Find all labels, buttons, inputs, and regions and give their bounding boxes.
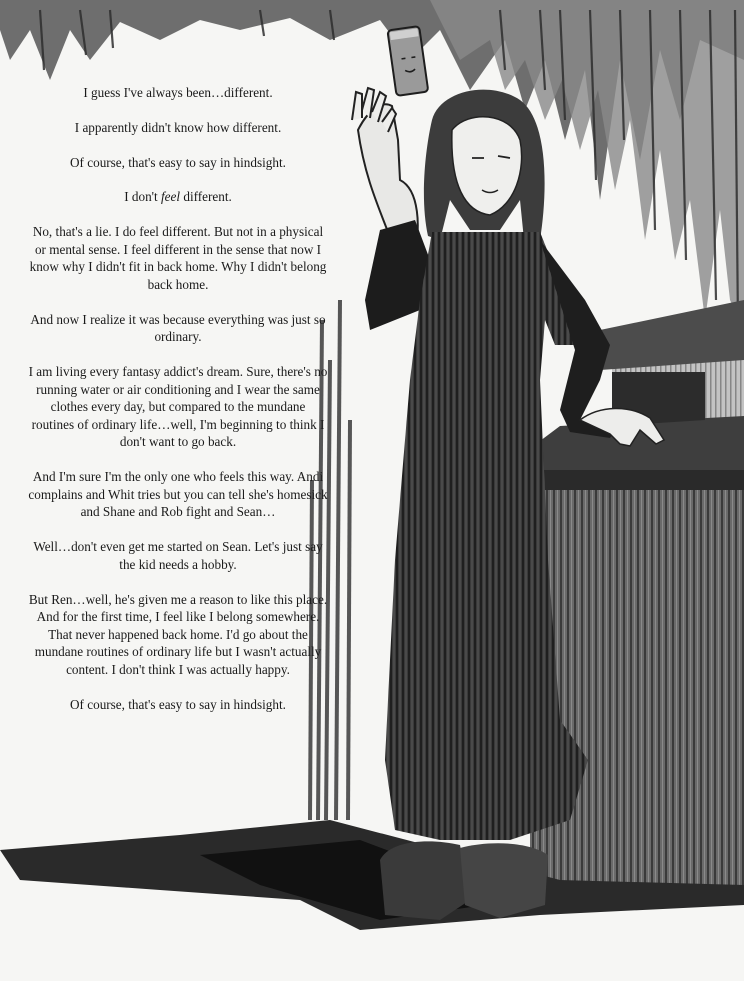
- passage-paragraph-10: But Ren…well, he's given me a reason to like this place. And for the first time, I feel like I belong somewhere. That never happened back home. I'd go about the mundane routines of ordinary life but I wasn't actually content. I don't think I was actually happy.: [28, 591, 328, 677]
- passage-paragraph-9: Well…don't even get me started on Sean. Let's just say the kid needs a hobby.: [33, 539, 323, 572]
- passage-paragraph-8: And I'm sure I'm the only one who feels this way. Andi complains and Whit tries but you can tell she's homesick and Shane and Rob fight and Sean…: [28, 469, 328, 520]
- emphasis-feel: feel: [161, 189, 181, 205]
- passage-paragraph-7: I am living every fantasy addict's dream. Sure, there's no running water or air conditioning and I wear the same clothes every day, but compared to the mundane routines of ordinary life…well, I'm beginning to think I don't want to go back.: [28, 364, 328, 450]
- passage-paragraph-5: No, that's a lie. I do feel different. But not in a physical or mental sense. I feel different in the sense that now I know why I didn't fit in back home. Why I didn't belong back home.: [29, 224, 327, 292]
- passage-line-4: [28, 188, 328, 206]
- passage-line-4-post: different.: [180, 189, 232, 205]
- passage-line-2: I apparently didn't know how different.: [74, 119, 282, 135]
- passage-line-1: I guess I've always been…different.: [83, 85, 273, 100]
- passage-closing-line: Of course, that's easy to say in hindsight.: [70, 696, 286, 712]
- passage-line-3: Of course, that's easy to say in hindsight.: [70, 154, 286, 170]
- diary-passage: [28, 84, 328, 713]
- passage-line-4-pre: I don't: [124, 189, 161, 205]
- passage-paragraph-6: And now I realize it was because everything was just so ordinary.: [30, 311, 326, 345]
